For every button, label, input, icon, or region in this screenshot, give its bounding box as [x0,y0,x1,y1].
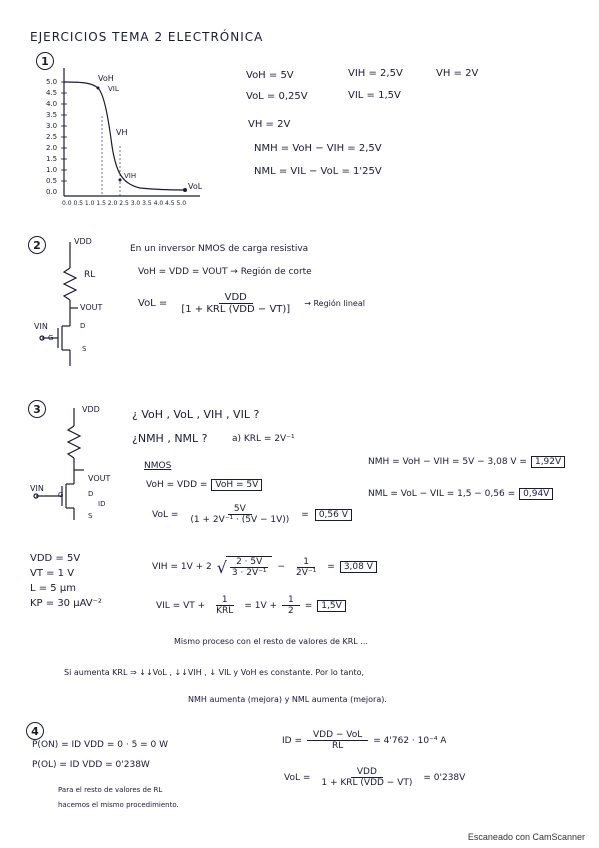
ex2-intro: En un inversor NMOS de carga resistiva [130,244,309,254]
graph-label-vol: VoL [188,182,203,191]
ex4-id: ID = $\frac{\text{VDD − VoL}}{RL}$ = 4'762 · 10⁻⁴ A [282,730,447,751]
ex2-g: G [48,334,54,342]
ex3-params: VDD = 5V VT = 1 V L = 5 μm KP = 30 μAV⁻² [30,553,102,609]
ex2-vout: VOUT [80,303,103,312]
ex3-d: D [88,490,94,498]
ex1-nml: NML = VIL − VoL = 1'25V [254,166,382,177]
ex4-vol: VoL = $\frac{\text{VDD}}{\text{1 + KRL (VDD − VT)}}$ = 0'238V [284,767,466,788]
graph-x-ticks: 0.0 0.5 1.0 1.5 2.0 2.5 3.0 3.5 4.0 4.5 5.0 [62,200,187,207]
graph-label-voh: VoH [98,74,114,83]
ex3-conclusion-2: NMH aumenta (mejora) y NML aumenta (mejora). [188,695,387,704]
graph-label-vh: VH [116,128,128,137]
ex4-p-ol: P(OL) = ID VDD = 0'238W [32,760,150,770]
exercise-1-marker: 1 [36,52,54,70]
ex3-nmos-label: NMOS [144,461,172,471]
ex4-p-on: P(ON) = ID VDD = 0 · 5 = 0 W [32,740,169,750]
ex3-vin: VIN [30,484,44,493]
ex4-note-2: hacemos el mismo procedimiento. [58,801,179,809]
ex3-vdd: VDD [82,405,100,414]
ex2-s: S [82,345,87,353]
ex2-vol-formula: VoL = $\frac{\text{VDD}}{\text{[1 + KRL (VDD − VT)]}}$ → Región lineal [138,292,365,315]
ex3-nmh: NMH = VoH − VIH = 5V − 3,08 V = 1,92V [368,456,565,468]
ex3-question-1: ¿ VoH , VoL , VIH , VIL ? [132,408,260,421]
ex1-vih: VIH = 2,5V [348,68,403,79]
ex3-g: G [58,491,64,499]
ex2-d: D [80,322,86,330]
ex3-id: ID [98,500,106,508]
ex3-circuit [30,404,100,524]
exercise-3-marker: 3 [28,400,46,418]
ex3-voh: VoH = VDD = VoH = 5V [146,479,262,491]
ex3-vih: VIH = 1V + 2 √ $\frac{2 \cdot 5V}{\text{3 · 2V⁻¹}}$ − $\frac{1}{\text{2V⁻¹}}$ = 3,08 V [152,556,377,578]
ex2-rl: RL [84,270,96,280]
ex1-nmh: NMH = VoH − VIH = 2,5V [254,143,382,154]
ex2-line1: VoH = VDD = VOUT → Región de corte [138,267,312,277]
ex4-note-1: Para el resto de valores de RL [58,786,163,794]
ex1-vil: VIL = 1,5V [348,90,401,101]
ex3-vil: VIL = VT + $\frac{1}{\text{KRL}}$ = 1V + $\frac{1}{2}$ = 1,5V [156,595,346,616]
ex3-mismo: Mismo proceso con el resto de valores de KRL ... [174,637,368,646]
ex3-nml: NML = VoL − VIL = 1,5 − 0,56 = 0,94V [368,488,553,500]
ex1-vh: VH = 2V [248,119,291,130]
ex3-question-2b: a) KRL = 2V⁻¹ [232,434,295,444]
ex2-vin: VIN [34,322,48,331]
ex3-question-2: ¿NMH , NML ? [132,432,208,445]
ex3-vol: VoL = $\frac{5V}{\text{(1 + 2V⁻¹ · (5V − 1V))}}$ = 0,56 V [152,504,352,525]
exercise-2-marker: 2 [28,236,46,254]
ex1-vh-right: VH = 2V [436,68,479,79]
graph-y-ticks: 5.0 4.5 4.0 3.5 3.0 2.5 2.0 1.5 1.0 0.5 0.0 [46,78,58,196]
page-title: EJERCICIOS TEMA 2 ELECTRÓNICA [30,30,264,44]
ex2-vdd: VDD [74,237,92,246]
graph-label-vih: VIH [124,172,137,180]
ex3-vout: VOUT [88,474,111,483]
ex3-conclusion-1: Si aumenta KRL ⇒ ↓↓VoL , ↓↓VIH , ↓ VIL y VoH es constante. Por lo tanto, [64,668,365,677]
ex1-voh: VoH = 5V [246,70,294,81]
scanner-footer: Escaneado con CamScanner [467,832,585,842]
exercise-4-marker: 4 [26,722,44,740]
ex1-vol: VoL = 0,25V [246,91,308,102]
ex3-s: S [88,512,93,520]
graph-label-vil: VIL [108,85,119,93]
